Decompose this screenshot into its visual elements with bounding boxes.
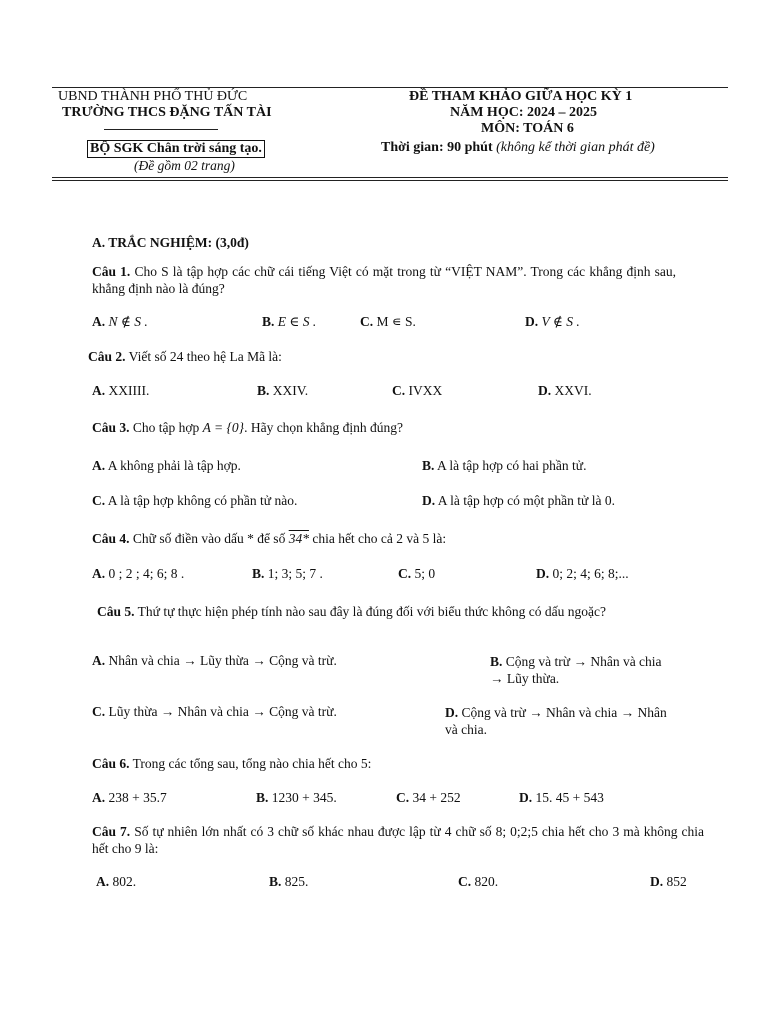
header-top-rule [52,87,728,88]
question-7 [92,823,704,857]
pages-note: (Đề gồm 02 trang) [134,158,235,173]
question-3: Câu 3. Cho tập hợp A = {0}. Hãy chọn khẳng định đúng? [92,420,404,435]
time-note: (không kể thời gian phát đề) [496,140,655,155]
option-7d: D. 852 [650,874,687,889]
question-1 [92,263,676,297]
option-7a: A. 802. [96,874,137,889]
time-label: Thời gian: 90 phút [381,140,493,155]
option-1c: C. M ∊ S. [360,314,416,329]
question-label: Câu 2. [88,349,126,364]
set-expression: A = {0} [202,420,245,435]
question-text: Cho S là tập hợp các chữ cái tiếng Việt có mặt trong từ “VIỆT NAM”. Trong các khẳng định sau, khẳng định nào là đúng? [92,264,677,296]
question-label: Câu 1. [92,264,131,279]
option-4d: D. 0; 2; 4; 6; 8;... [536,566,629,581]
option-7c: C. 820. [458,874,499,889]
option-5b: B. Cộng và trừ → Nhân và chia → Lũy thừa. [490,654,662,686]
question-label: Câu 7. [92,824,131,839]
option-6a: A. 238 + 35.7 [92,790,167,805]
question-2 [88,349,282,365]
question-text: Chữ số điền vào dấu * để số [132,531,289,546]
question-label: Câu 5. [97,604,135,619]
option-1b: B. E ∈ S . [262,314,317,329]
textbook-box: BỘ SGK Chân trời sáng tạo. [87,140,265,158]
question-5 [92,603,676,620]
option-3c: C. A là tập hợp không có phần tử nào. [92,493,298,508]
option-2b: B. XXIV. [257,383,309,398]
option-5c: C. Lũy thừa → Nhân và chia → Cộng và trừ. [92,704,337,719]
option-5d: D. Cộng và trừ → Nhân và chia → Nhân và chia. [445,705,667,737]
question-text: Thứ tự thực hiện phép tính nào sau đây là đúng đối với biểu thức không có dấu ngoặc? [137,604,606,619]
question-label: Câu 3. [92,420,130,435]
subject: MÔN: TOÁN 6 [481,121,574,136]
option-2c: C. IVXX [392,383,443,398]
option-5a: A. Nhân và chia → Lũy thừa → Cộng và trừ. [92,653,337,668]
option-6d: D. 15. 45 + 543 [519,790,604,805]
option-2d: D. XXVI. [538,383,592,398]
question-4: Câu 4. Chữ số điền vào dấu * để số 34* chia hết cho cả 2 và 5 là: [92,531,447,546]
question-text: Số tự nhiên lớn nhất có 3 chữ số khác nhau được lập từ 4 chữ số 8; 0;2;5 chia hết cho 3 mà không chia hết cho 9 là: [92,824,704,856]
section-a-title: A. TRẮC NGHIỆM: (3,0đ) [92,235,249,250]
option-2a: A. XXIIII. [92,383,150,398]
school-underline [104,129,218,130]
district-name: UBND THÀNH PHỐ THỦ ĐỨC [58,89,248,104]
question-label: Câu 4. [92,531,130,546]
question-label: Câu 6. [92,756,130,771]
school-name: TRƯỜNG THCS ĐẶNG TẤN TÀI [62,105,272,120]
exam-title: ĐỀ THAM KHẢO GIỮA HỌC KỲ 1 [409,89,633,104]
option-4a: A. 0 ; 2 ; 4; 6; 8 . [92,566,185,581]
option-7b: B. 825. [269,874,309,889]
option-1d: D. V ∉ S . [525,314,580,329]
option-6b: B. 1230 + 345. [256,790,337,805]
option-4b: B. 1; 3; 5; 7 . [252,566,323,581]
option-6c: C. 34 + 252 [396,790,461,805]
header-rule-1 [52,177,728,178]
question-6 [92,756,371,772]
option-3a: A. A không phải là tập hợp. [92,458,241,473]
header-rule-2 [52,180,728,181]
number-expression: 34* [288,531,309,546]
question-text: Cho tập hợp [132,420,203,435]
option-1a: A. N ∉ S . [92,314,148,329]
option-3d: D. A là tập hợp có một phần tử là 0. [422,493,615,508]
option-3b: B. A là tập hợp có hai phần tử. [422,458,587,473]
question-text: Trong các tổng sau, tổng nào chia hết cho 5: [132,756,372,771]
option-4c: C. 5; 0 [398,566,436,581]
time-line [381,140,655,156]
school-year: NĂM HỌC: 2024 – 2025 [450,105,597,120]
question-text: Viết số 24 theo hệ La Mã là: [128,349,282,364]
